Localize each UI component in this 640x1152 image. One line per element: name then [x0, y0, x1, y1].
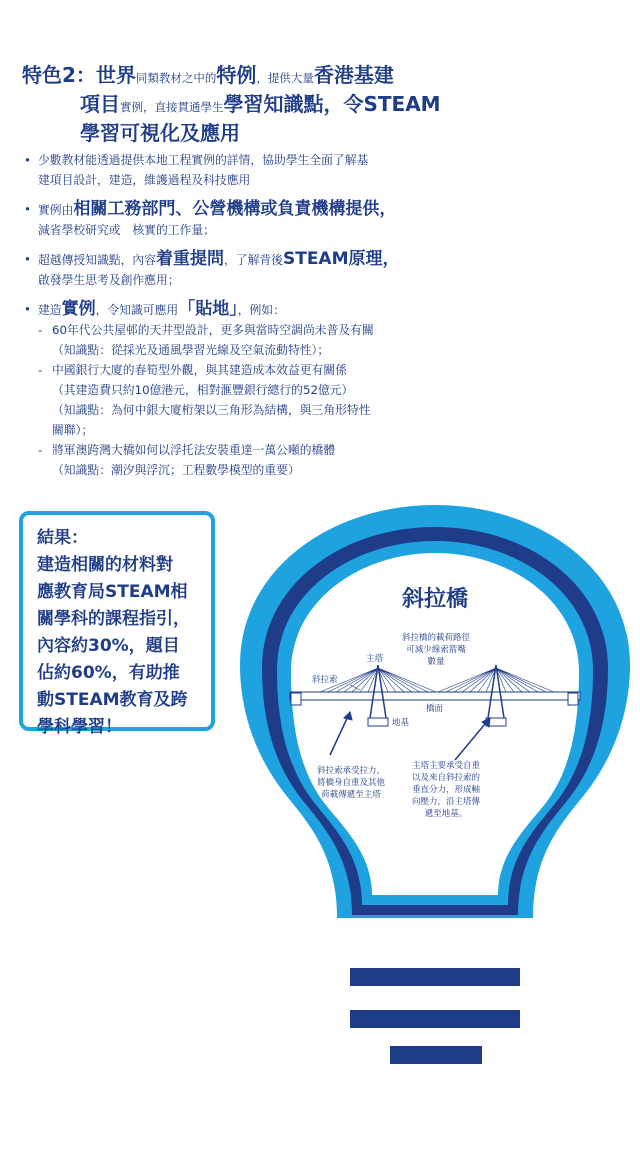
result-line: 結果： [37, 528, 88, 548]
bullet-text: ，令知識可應用 [95, 303, 179, 317]
bridge-abutment [568, 693, 578, 705]
note-line: 將橋身自重及其他 [316, 778, 385, 788]
bullet-text: 建造 [38, 303, 62, 317]
result-line: 應教育局STEAM相 [37, 582, 188, 602]
sub-text: （其建造費只約10億港元，相對滙豐銀行總行的52億元） [52, 383, 354, 397]
note-line: 可減少線索箭嘴 [406, 645, 466, 655]
label-deck: 橋面 [426, 704, 444, 714]
sub-text: 將軍澳跨灣大橋如何以浮托法安裝重達一萬公噸的橋體 [52, 443, 336, 457]
note-line: 斜拉橋的載荷路徑 [401, 633, 470, 643]
bullet-text: ，了解背後 [223, 253, 283, 267]
bullet-text: • 少數教材能透過提供本地工程實例的詳情，協助學生全面了解基 [38, 153, 369, 167]
result-line: 內容約30%，題目 [37, 636, 180, 656]
feature-text: ，提供大量 [256, 71, 314, 85]
bulb-base-bar [390, 1046, 482, 1064]
feature-text: 實例，直接貫通學生 [120, 100, 224, 114]
bulb-base-bar [350, 968, 520, 986]
result-line: 動STEAM教育及跨 [37, 690, 188, 710]
dash-marker: - [38, 363, 43, 377]
bullet-highlight: 相關工務部門、公營機構或負責機構提供， [73, 199, 397, 219]
feature-label: 特色2：世界 [22, 63, 136, 87]
bulb-note-top [395, 632, 477, 668]
note-line: 遞至地基。 [424, 809, 468, 819]
feature-highlight: 學習可視化及應用 [80, 121, 240, 145]
bulb-note-left [306, 765, 396, 801]
result-line: 關學科的課程指引， [37, 609, 190, 629]
feature-highlight: 學習知識點，令STEAM [223, 92, 441, 116]
sub-text: 關聯）； [52, 423, 94, 437]
feature-highlight: 特例 [216, 63, 257, 87]
note-line: 垂直分力，形成軸 [411, 785, 480, 795]
bullet-text: 建項目設計，建造，維護過程及科技應用 [38, 173, 251, 187]
dash-marker: - [38, 443, 43, 457]
dash-marker: - [38, 323, 43, 337]
note-line: 以及來自斜拉索的 [411, 773, 480, 783]
bullet-highlight: 「貼地」 [178, 299, 238, 319]
bullet-text: 超越傳授知識點，內容 [38, 253, 156, 267]
feature-highlight: 香港基建 [313, 63, 394, 87]
sub-text: （知識點：從採光及通風學習光線及空氣流動特性）； [52, 343, 330, 357]
bullet-highlight: 着重提問 [155, 249, 224, 269]
result-line: 佔約60%，有助推 [37, 663, 180, 683]
note-line: 斜拉索承受拉力， [316, 766, 385, 776]
feature-text: 同類教材之中的 [135, 71, 217, 85]
result-line: 學科學習！ [37, 717, 122, 737]
note-line: 主塔主要承受自重 [411, 761, 480, 771]
result-line: 建造相關的材料對 [37, 555, 173, 575]
sub-text: （知識點：潮汐與浮沉；工程數學模型的重要） [52, 463, 300, 477]
bullet-text: 啟發學生思考及創作應用； [38, 273, 180, 287]
note-line: 荷載傳遞至主塔 [321, 790, 381, 800]
bullet-text: ，例如： [237, 303, 285, 317]
sub-text: 中國銀行大廈的春筍型外觀，與其建造成本效益更有關係 [52, 363, 347, 377]
bulb-note-right [400, 760, 492, 820]
label-cable: 斜拉索 [312, 675, 338, 685]
bridge-deck [290, 692, 580, 700]
bullet-highlight: 實例 [61, 299, 96, 319]
bridge-foundation [368, 718, 388, 726]
label-foundation: 地基 [392, 718, 410, 728]
bridge-abutment [291, 693, 301, 705]
bullet-text: 減省學校研究或 核實的工作量； [38, 223, 215, 237]
bullet-highlight: STEAM原理， [282, 249, 400, 269]
sub-text: 60年代公共屋邨的天井型設計，更多與當時空調尚未普及有關 [52, 323, 374, 337]
bulb-base-bar [350, 1010, 520, 1028]
label-tower: 主塔 [366, 654, 384, 664]
note-line: 數量 [427, 657, 445, 667]
sub-text: （知識點：為何中銀大廈桁架以三角形為結構，與三角形特性 [52, 403, 371, 417]
bulb-title: 斜拉橋 [401, 587, 468, 612]
note-line: 向壓力，沿主塔傳 [411, 797, 480, 807]
bullet-text: 實例由 [38, 203, 74, 217]
feature-highlight: 項目 [80, 92, 120, 116]
